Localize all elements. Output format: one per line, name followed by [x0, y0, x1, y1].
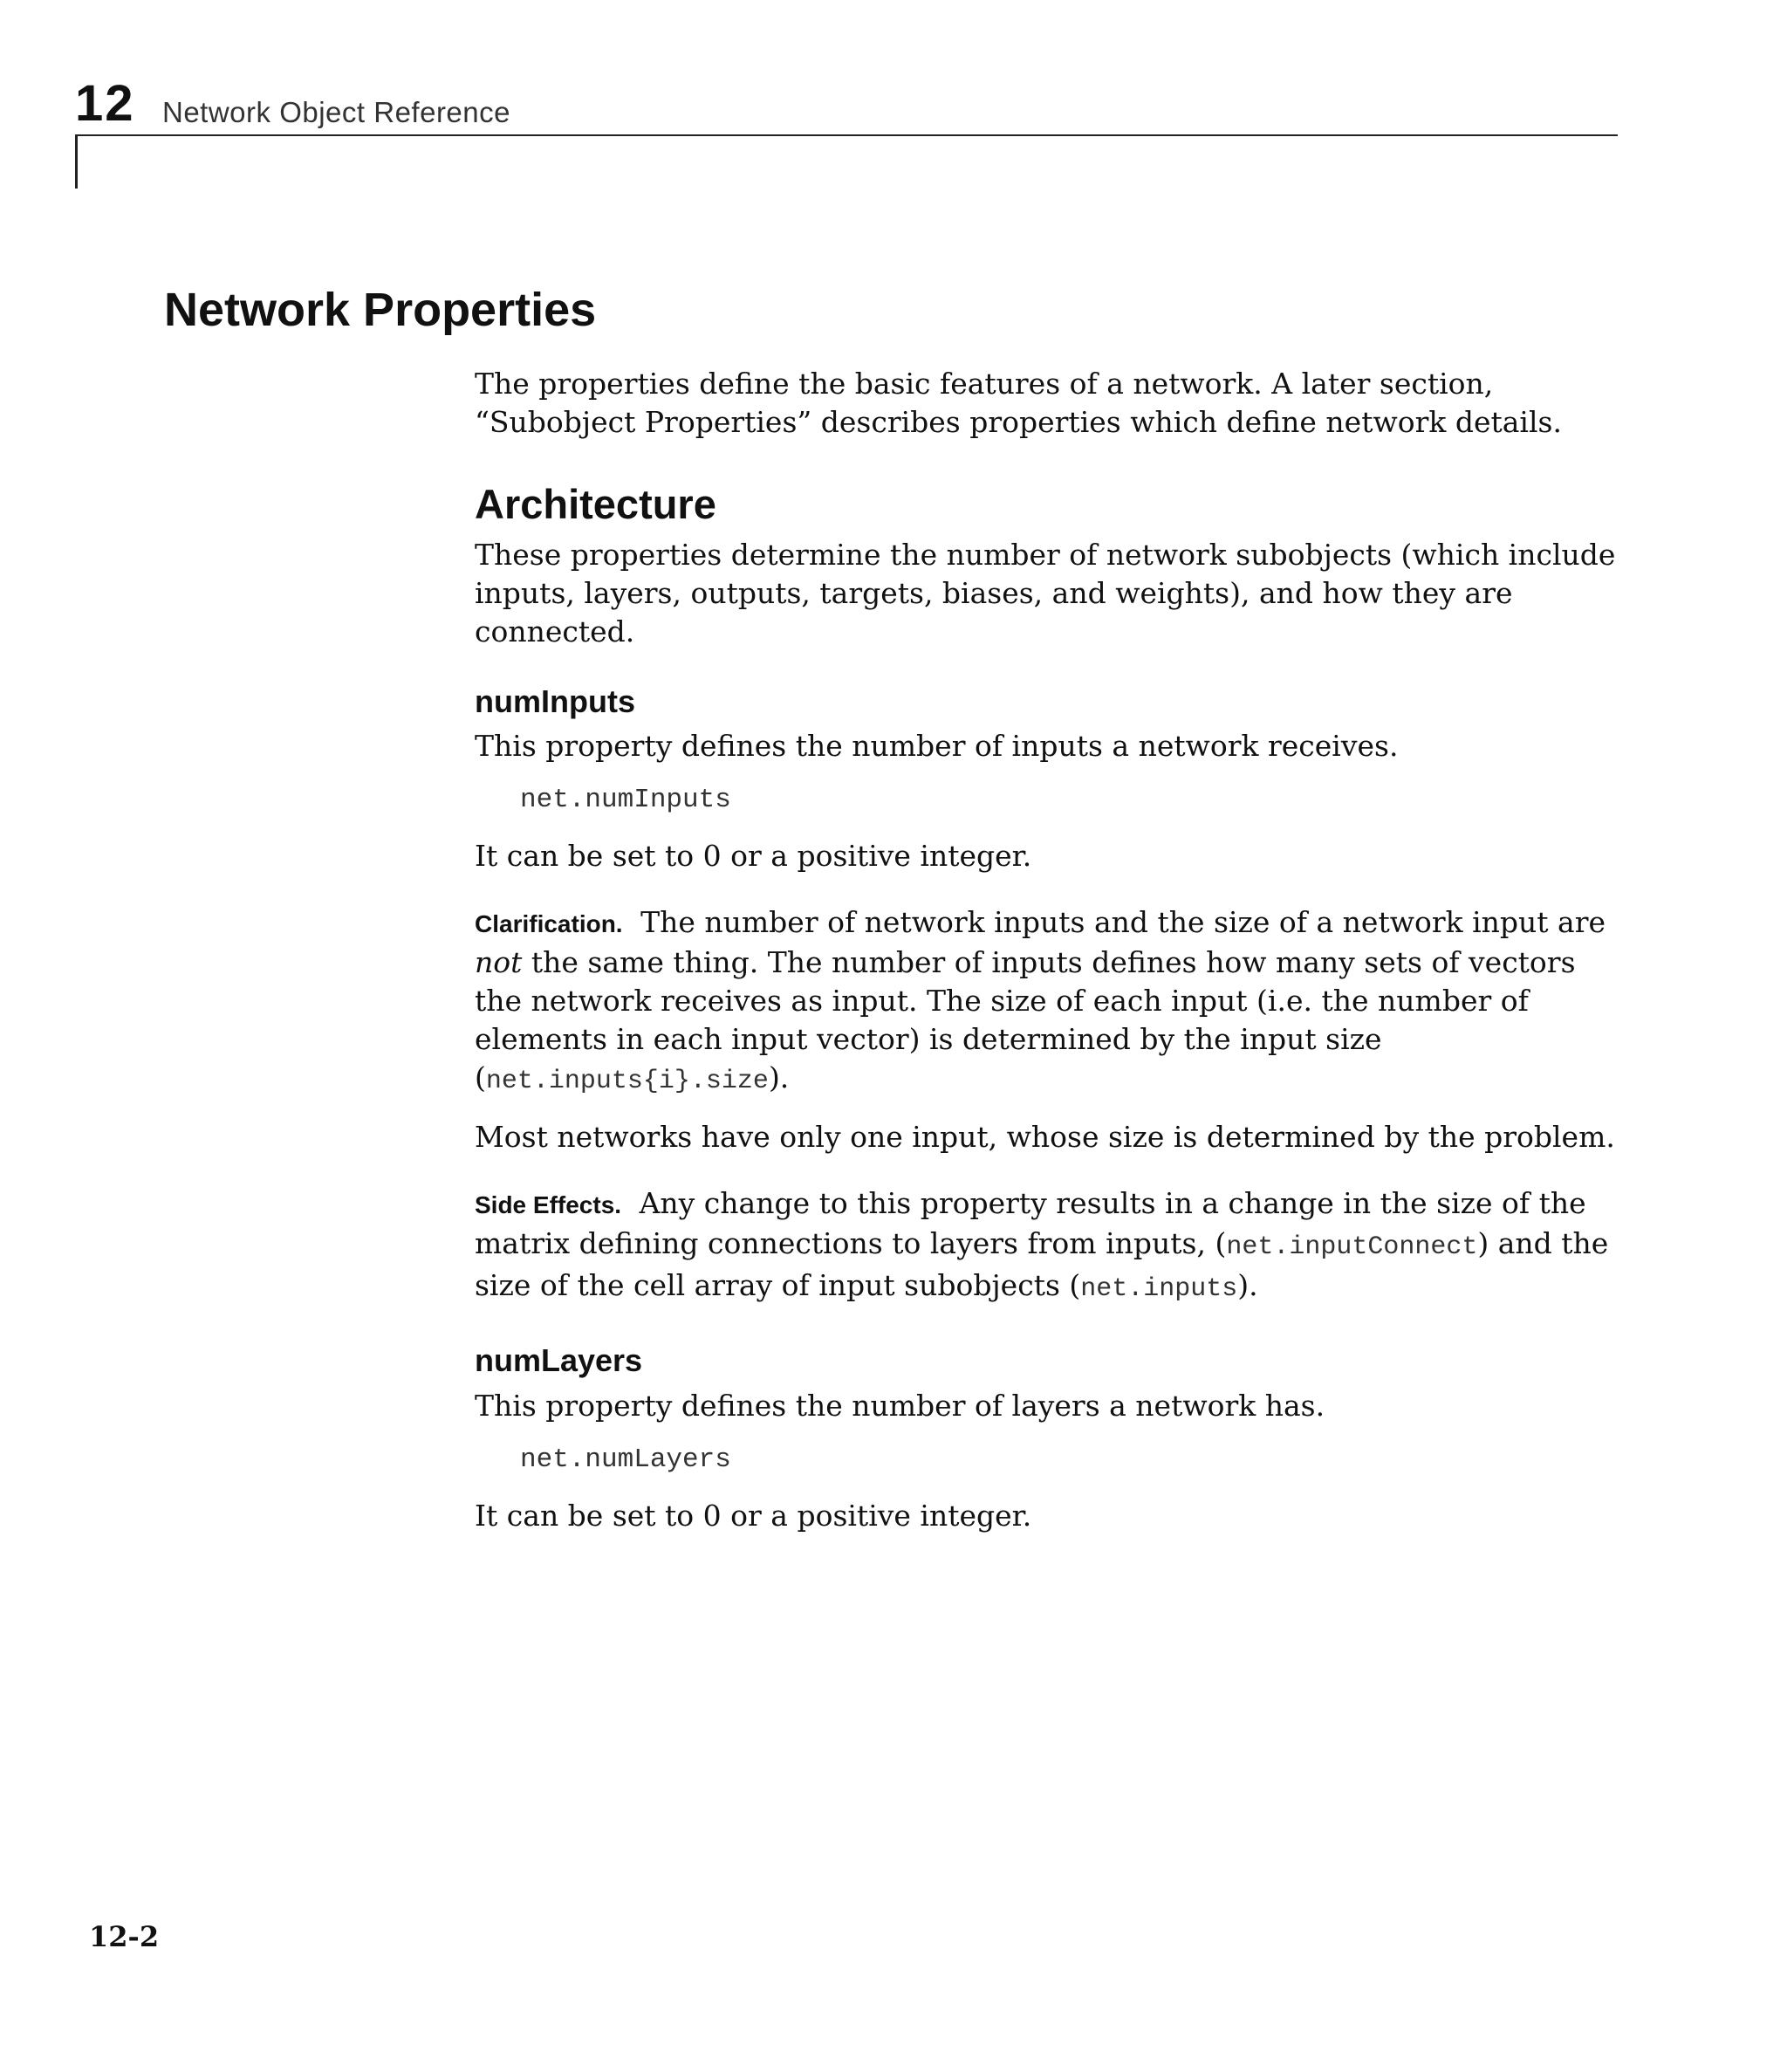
clarification-code: net.inputs{i}.size — [485, 1067, 769, 1097]
body-column — [475, 365, 1626, 1535]
header-tick-mark — [75, 134, 78, 189]
side-effects-text-2: ) and the size of the cell array of input subobjects ( — [475, 1226, 1609, 1303]
numinputs-values: It can be set to 0 or a positive integer. — [475, 839, 1032, 874]
chapter-number: 12 — [75, 75, 135, 132]
numinputs-heading: numInputs — [475, 683, 635, 719]
numinputs-description: This property defines the number of inputs a network receives. — [475, 729, 1399, 764]
side-effects-text-1: Any change to this property results in a change in the size of the matrix defining connections to layers from inputs, ( — [475, 1186, 1586, 1261]
numinputs-side-effects — [475, 1184, 1626, 1308]
side-effects-text-3: ). — [1237, 1268, 1258, 1303]
chapter-title: Network Object Reference — [162, 96, 510, 128]
section-title: Network Properties — [164, 284, 597, 336]
clarification-emphasis: not — [475, 945, 523, 980]
clarification-text-3: ). — [768, 1060, 790, 1095]
numinputs-code: net.numInputs — [520, 785, 731, 816]
architecture-heading: Architecture — [475, 481, 716, 527]
header-rule — [75, 134, 1618, 136]
side-effects-label: Side Effects. — [475, 1191, 622, 1219]
clarification-text-2: the same thing. The number of inputs defines how many sets of vectors the network receives as input. The size of each input (i.e. the number of elements in each input vector) is determined by the input size ( — [475, 945, 1576, 1095]
page-number: 12-2 — [89, 1920, 160, 1953]
side-effects-code-2: net.inputs — [1080, 1274, 1238, 1305]
side-effects-code-1: net.inputConnect — [1226, 1232, 1478, 1263]
numinputs-clarification — [475, 903, 1626, 1101]
numlayers-description: This property defines the number of layers a network has. — [475, 1388, 1325, 1423]
numlayers-values: It can be set to 0 or a positive integer. — [475, 1498, 1032, 1533]
section-intro: The properties define the basic features of a network. A later section, “Subobject Properties” describes properties which define network details. — [475, 367, 1562, 439]
numinputs-note: Most networks have only one input, whose size is determined by the problem. — [475, 1120, 1615, 1155]
numlayers-code: net.numLayers — [520, 1444, 731, 1475]
numlayers-heading: numLayers — [475, 1342, 643, 1379]
architecture-description: These properties determine the number of network subobjects (which include inputs, layers, outputs, targets, biases, and weights), and how they are connected. — [475, 537, 1616, 648]
clarification-text-1: The number of network inputs and the size of a network input are — [640, 905, 1606, 940]
clarification-label: Clarification. — [475, 910, 623, 938]
